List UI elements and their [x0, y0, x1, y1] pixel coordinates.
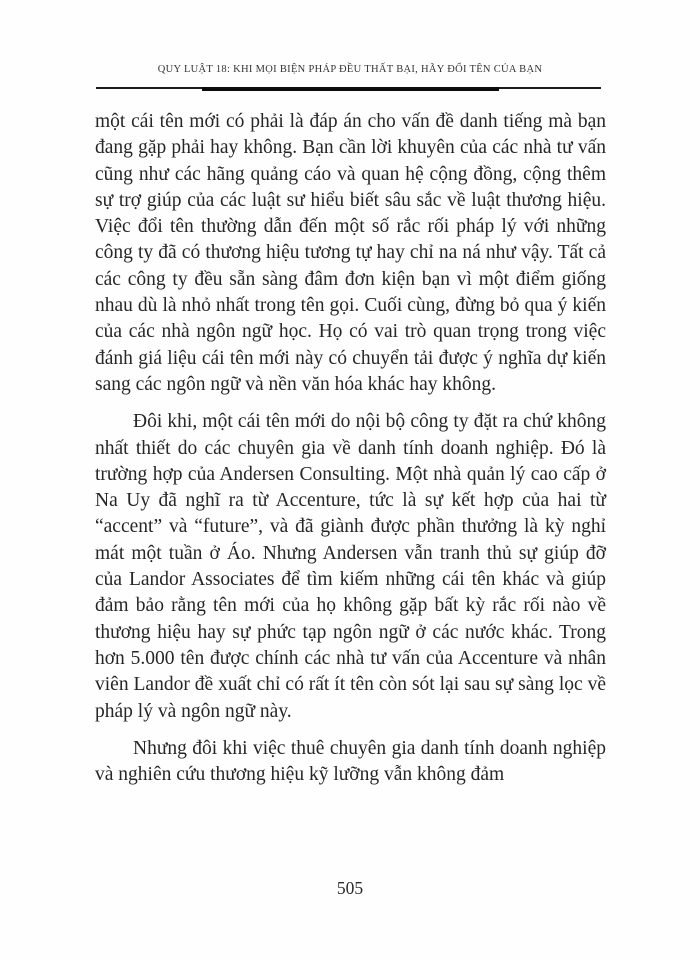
page-body — [95, 109, 606, 788]
body-paragraph: một cái tên mới có phải là đáp án cho vấn đề danh tiếng mà bạn đang gặp phải hay không. Bạn cần lời khuyên của các nhà tư vấn cũng như các hãng quảng cáo và quan hệ cộng đồng, cộng thêm sự trợ giúp của các luật sư hiểu biết sâu sắc về luật thương hiệu. Việc đổi tên thường dẫn đến một số rắc rối pháp lý với những công ty đã có thương hiệu tương tự hay chỉ na ná như vậy. Tất cả các công ty đều sẵn sàng đâm đơn kiện bạn vì một điểm giống nhau dù là nhỏ nhất trong tên gọi. Cuối cùng, đừng bỏ qua ý kiến của các nhà ngôn ngữ học. Họ có vai trò quan trọng trong việc đánh giá liệu cái tên mới này có chuyển tải được ý nghĩa dự kiến sang các ngôn ngữ và nền văn hóa khác hay không. — [95, 111, 606, 395]
body-paragraph: Đôi khi, một cái tên mới do nội bộ công ty đặt ra chứ không nhất thiết do các chuyên gia về danh tính doanh nghiệp. Đó là trường hợp của Andersen Consulting. Một nhà quản lý cao cấp ở Na Uy đã nghĩ ra từ Accenture, tức là sự kết hợp của hai từ “accent” và “future”, và đã giành được phần thưởng là kỳ nghỉ mát một tuần ở Áo. Nhưng Andersen vẫn tranh thủ sự giúp đỡ của Landor Associates để tìm kiếm những cái tên khác và giúp đảm bảo rằng tên mới của họ không gặp bất kỳ rắc rối nào về thương hiệu hay sự phức tạp ngôn ngữ ở các nước khác. Trong hơn 5.000 tên được chính các nhà tư vấn của Accenture và nhân viên Landor đề xuất chỉ có rất ít tên còn sót lại sau sự sàng lọc về pháp lý và ngôn ngữ này. — [95, 411, 606, 722]
header-rule — [96, 87, 601, 91]
header-rule-thick-line — [202, 87, 499, 91]
page-number: 505 — [336, 878, 364, 898]
body-paragraph: Nhưng đôi khi việc thuê chuyên gia danh tính doanh nghiệp và nghiên cứu thương hiệu kỹ lưỡng vẫn không đảm — [95, 737, 606, 786]
running-header-title: QUY LUẬT 18: KHI MỌI BIỆN PHÁP ĐỀU THẤT BẠI, HÃY ĐỔI TÊN CỦA BẠN — [157, 64, 543, 75]
